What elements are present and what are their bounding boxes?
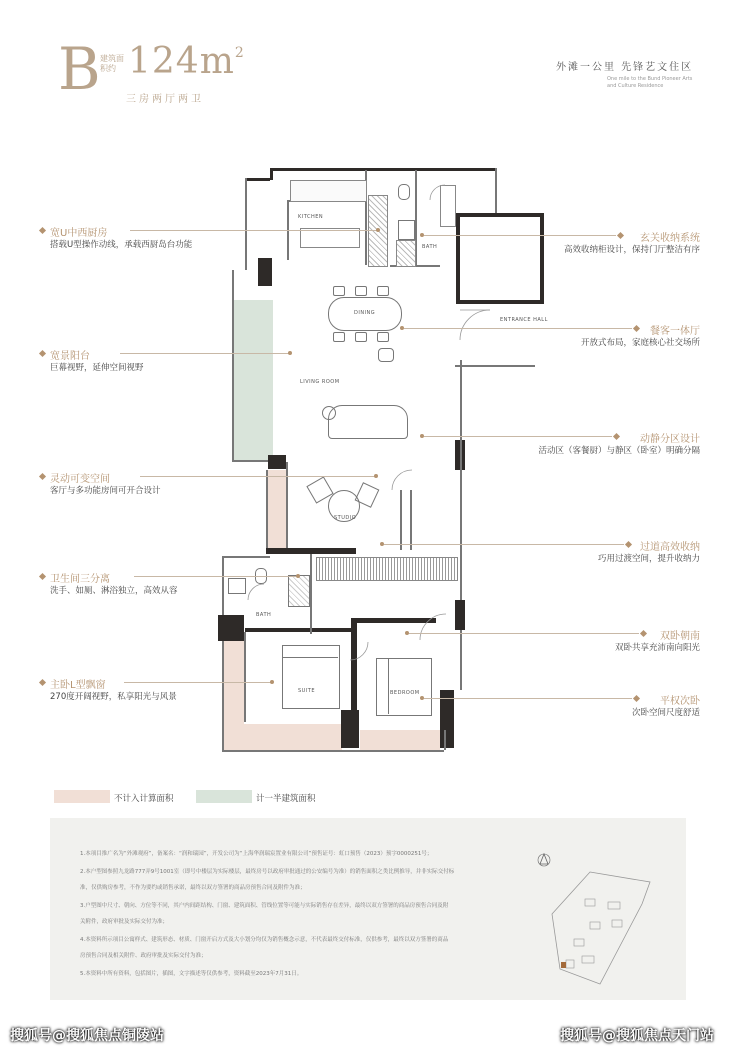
unit-location-marker bbox=[561, 962, 566, 968]
legend-label-non-counted: 不计入计算面积 bbox=[114, 794, 174, 804]
disclaimer-line: 关附件，政府审批及实际交付为准； bbox=[80, 919, 169, 925]
callout-title: 宽U中西厨房 bbox=[50, 228, 108, 239]
callout-desc: 高效收纳柜设计，保持门厅整洁有序 bbox=[563, 245, 700, 255]
watermark-left: 搜狐号@搜狐焦点铜陵站 bbox=[10, 1028, 164, 1044]
callout-desc: 巨幕视野，延伸空间视野 bbox=[50, 363, 144, 373]
callout-desc: 开放式布局，家庭核心社交场所 bbox=[580, 338, 700, 348]
legend-swatch-half-counted bbox=[196, 790, 252, 803]
leader-line bbox=[140, 476, 376, 477]
floorplan-type-letter: B bbox=[58, 35, 101, 103]
callout-title: 过道高效收纳 bbox=[640, 542, 700, 553]
leader-line bbox=[134, 576, 298, 577]
callout-desc: 次卧空间尺度舒适 bbox=[631, 708, 700, 718]
slogan-english: One mile to the Bund Pioneer Arts and Culture Residence bbox=[607, 76, 693, 89]
callout-title: 餐客一体厅 bbox=[650, 326, 700, 337]
room-label-entrance: ENTRANCE HALL bbox=[500, 317, 548, 323]
room-label-studio: STUDIO bbox=[334, 515, 357, 521]
leader-line bbox=[424, 698, 632, 699]
leader-line bbox=[384, 544, 624, 545]
room-label-bedroom: BEDROOM bbox=[390, 690, 420, 696]
callout-title: 平权次卧 bbox=[660, 696, 700, 707]
callout-desc: 双卧共享充沛南向阳光 bbox=[614, 643, 700, 653]
legend bbox=[54, 790, 414, 806]
leader-line bbox=[120, 353, 290, 354]
room-label-suite: SUITE bbox=[298, 688, 316, 694]
callout-title: 卫生间三分离 bbox=[50, 574, 110, 585]
callout-desc: 270度开阔视野，私享阳光与风景 bbox=[50, 692, 177, 702]
callout-title: 主卧L型飘窗 bbox=[50, 680, 106, 691]
area-number: 124m bbox=[128, 41, 235, 82]
room-label-living: LIVING ROOM bbox=[300, 379, 340, 385]
callout-title: 宽景阳台 bbox=[50, 351, 90, 362]
leader-line bbox=[409, 633, 639, 634]
callout-title: 双卧朝南 bbox=[660, 631, 700, 642]
disclaimer-line: 准，仅供购房参考，不作为要约或销售承诺，最终以双方签署的商品房预售合同及附件为准； bbox=[80, 885, 306, 891]
leader-line bbox=[424, 436, 612, 437]
area-note: 建筑面积约 bbox=[100, 54, 124, 73]
leader-line bbox=[130, 230, 378, 231]
leader-dot-icon bbox=[376, 228, 380, 232]
site-key-map bbox=[530, 844, 660, 994]
leader-dot-icon bbox=[270, 680, 274, 684]
room-label-dining: DINING bbox=[354, 310, 376, 316]
disclaimer-line: 房预售合同及相关附件、政府审批及实际交付为准； bbox=[80, 953, 207, 959]
layout-description: 三房两厅两卫 bbox=[126, 94, 204, 105]
leader-dot-icon bbox=[296, 574, 300, 578]
leader-line bbox=[404, 328, 632, 329]
disclaimer-line: 3.户型图中尺寸、朝向、方位等不同，其户内间距结构、门窗、建筑面积、管线位置等可能与实际销售存在差异，最终以双方签署的商品房预售合同及附 bbox=[80, 903, 449, 909]
disclaimer-line: 2.本户型图参照九龙路777弄9号1001室（即号中楼层为实际楼层，最终房号以政府审批通过的公安编号为准）的销售面积之类比例推导，并非实际交付标 bbox=[80, 869, 455, 875]
callout-desc: 搭载U型操作动线，承载西厨岛台功能 bbox=[50, 240, 193, 250]
north-arrow-icon bbox=[538, 854, 550, 866]
disclaimer-box bbox=[50, 818, 686, 1000]
callout-title: 玄关收纳系统 bbox=[640, 233, 700, 244]
disclaimer-line: 1.本项目推广名为“外滩观府”，备案名：“润和瑞园”，开发公司为“上海华润瑞宸置业有限公司”预售证号：虹口预售（2023）预字0000251号； bbox=[80, 851, 433, 857]
callout-desc: 客厅与多功能房间可开合设计 bbox=[50, 486, 161, 496]
leader-line bbox=[124, 682, 272, 683]
leader-line bbox=[424, 235, 616, 236]
legend-swatch-non-counted bbox=[54, 790, 110, 803]
leader-dot-icon bbox=[374, 474, 378, 478]
callout-desc: 巧用过渡空间，提升收纳力 bbox=[597, 554, 700, 564]
room-label-bath: BATH bbox=[422, 244, 438, 250]
legend-label-half-counted: 计一半建筑面积 bbox=[256, 794, 316, 804]
callout-title: 动静分区设计 bbox=[640, 434, 700, 445]
room-label-bath-2: BATH bbox=[256, 612, 272, 618]
disclaimer-line: 5.本资料中所有资料，包括图片，插图，文字描述等仅供参考，资料截至2023年7月31日。 bbox=[80, 971, 303, 977]
site-boundary bbox=[552, 872, 650, 984]
disclaimer-line: 4.本资料所示项目公寓样式、建筑形态、材质、门窗开启方式及大小划分均仅为销售概念示意，不代表最终交付标准，仅供参考，最终以双方签署的商品 bbox=[80, 937, 449, 943]
callout-desc: 洗手、如厕、淋浴独立，高效从容 bbox=[50, 586, 178, 596]
callout-desc: 活动区（客餐厨）与静区（卧室）明确分隔 bbox=[538, 446, 700, 456]
slogan: 外滩一公里 先锋艺文住区 bbox=[556, 62, 694, 73]
callout-title: 灵动可变空间 bbox=[50, 474, 110, 485]
leader-dot-icon bbox=[288, 351, 292, 355]
room-label-kitchen: KITCHEN bbox=[298, 214, 324, 220]
area-superscript: 2 bbox=[234, 45, 245, 61]
watermark-right: 搜狐号@搜狐焦点天门站 bbox=[560, 1028, 714, 1044]
